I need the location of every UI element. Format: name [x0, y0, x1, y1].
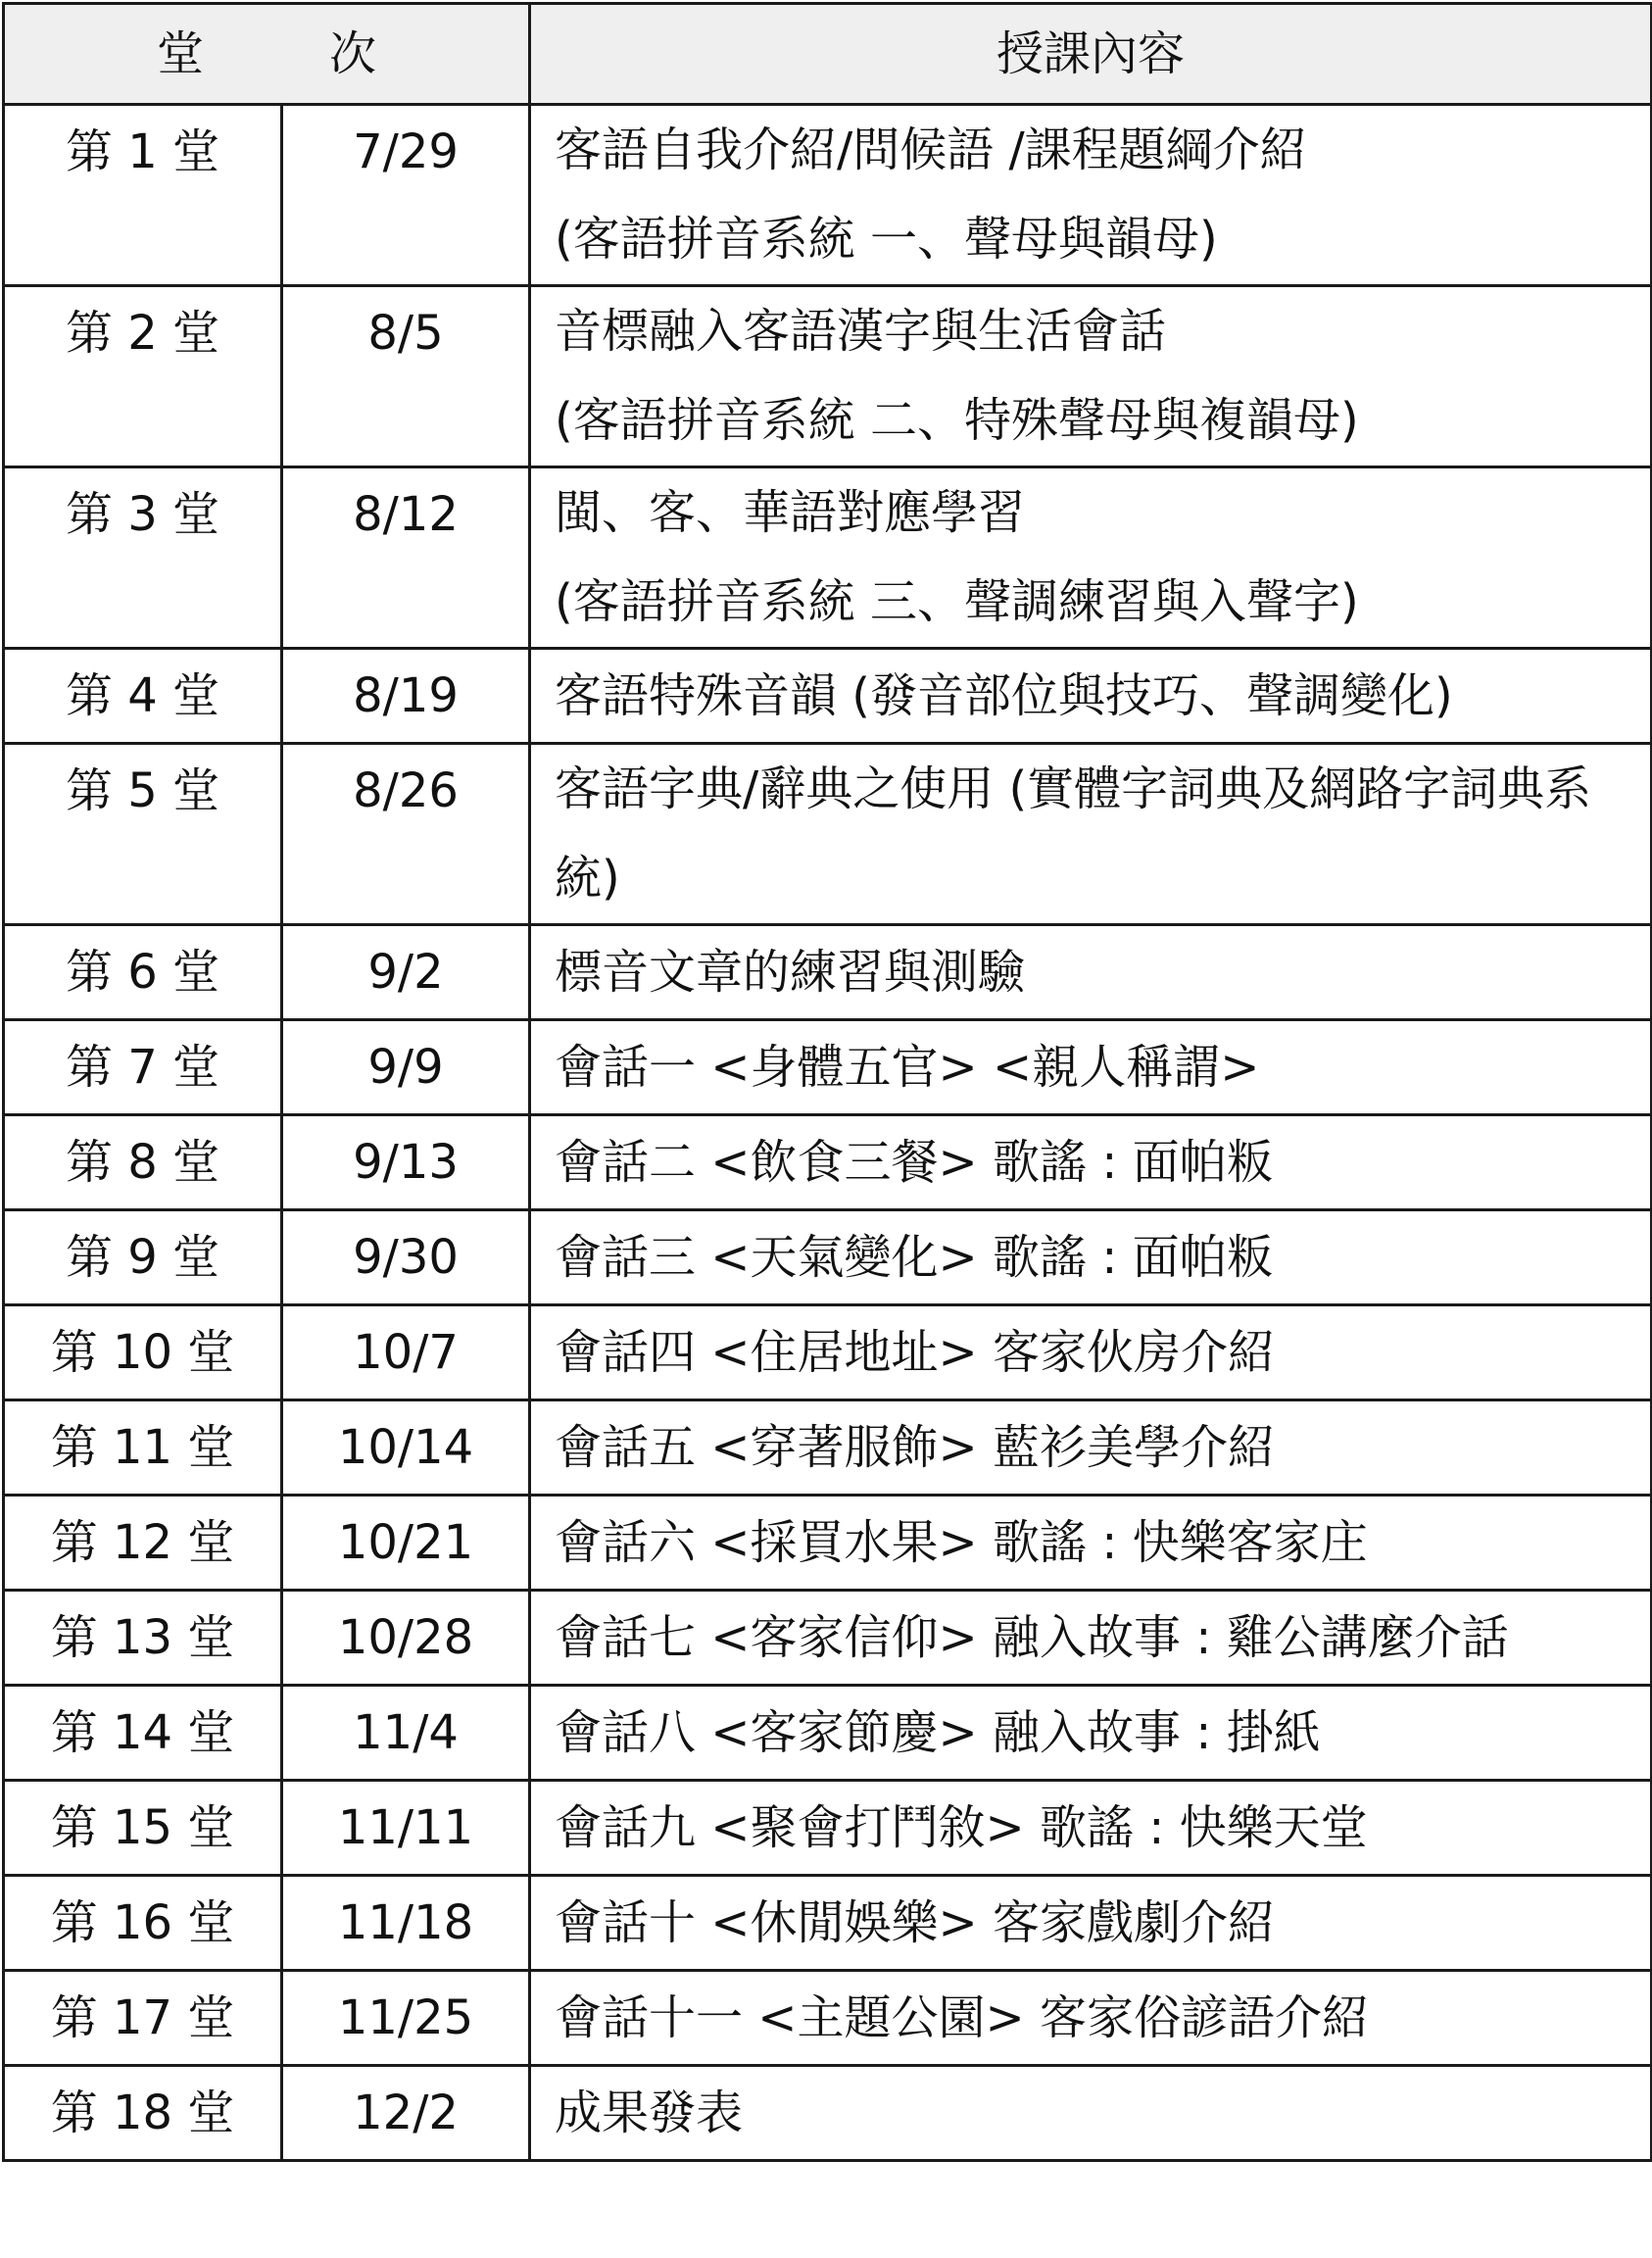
content-line: (客語拼音系統 一、聲母與韻母) [555, 212, 1218, 267]
content-cell [530, 1781, 1652, 1876]
table-row [4, 744, 1652, 925]
date-cell: 11/18 [282, 1876, 530, 1971]
content-cell [530, 1591, 1652, 1686]
table-row [4, 2066, 1652, 2161]
content-cell [530, 744, 1652, 925]
session-cell: 第 1 堂 [4, 105, 282, 286]
table-row [4, 925, 1652, 1020]
content-line: 會話六 <採買水果> 歌謠 : 快樂客家庄 [555, 1515, 1368, 1570]
session-cell: 第 13 堂 [4, 1591, 282, 1686]
content-cell [530, 1115, 1652, 1210]
content-line: 會話二 <飲食三餐> 歌謠 : 面帕粄 [555, 1135, 1274, 1190]
content-cell [530, 2066, 1652, 2161]
date-cell: 8/19 [282, 649, 530, 744]
session-cell: 第 2 堂 [4, 286, 282, 467]
content-line: (客語拼音系統 二、特殊聲母與複韻母) [555, 393, 1359, 448]
content-line: 會話十一 <主題公園> 客家俗諺語介紹 [555, 1990, 1369, 2045]
header-content: 授課內容 [530, 4, 1652, 105]
course-schedule-table [2, 2, 1652, 2162]
table-row [4, 1876, 1652, 1971]
table-row [4, 1496, 1652, 1591]
content-cell [530, 1971, 1652, 2066]
content-cell [530, 1305, 1652, 1400]
date-cell: 10/7 [282, 1305, 530, 1400]
date-cell: 9/9 [282, 1020, 530, 1115]
date-cell: 12/2 [282, 2066, 530, 2161]
table-row [4, 1400, 1652, 1496]
content-line: 會話八 <客家節慶> 融入故事 : 掛紙 [555, 1705, 1321, 1760]
session-cell: 第 5 堂 [4, 744, 282, 925]
content-line: 會話一 <身體五官> <親人稱謂> [555, 1040, 1260, 1095]
content-line: 客語特殊音韻 (發音部位與技巧、聲調變化) [555, 668, 1453, 723]
table-row [4, 1781, 1652, 1876]
content-cell [530, 105, 1652, 286]
date-cell: 11/11 [282, 1781, 530, 1876]
session-cell: 第 11 堂 [4, 1400, 282, 1496]
content-cell [530, 649, 1652, 744]
content-line: 客語自我介紹/問候語 /課程題綱介紹 [555, 123, 1307, 177]
session-cell: 第 9 堂 [4, 1210, 282, 1305]
date-cell: 10/21 [282, 1496, 530, 1591]
table-row [4, 1115, 1652, 1210]
content-line: 標音文章的練習與測驗 [555, 945, 1026, 1000]
table-row [4, 1020, 1652, 1115]
content-line: (客語拼音系統 三、聲調練習與入聲字) [555, 574, 1359, 629]
session-cell: 第 15 堂 [4, 1781, 282, 1876]
schedule-sheet [2, 2, 1650, 2256]
content-cell [530, 1020, 1652, 1115]
session-cell: 第 17 堂 [4, 1971, 282, 2066]
content-cell [530, 1876, 1652, 1971]
date-cell: 8/12 [282, 467, 530, 649]
session-cell: 第 14 堂 [4, 1686, 282, 1781]
content-line: 音標融入客語漢字與生活會話 [555, 304, 1167, 359]
date-cell: 11/4 [282, 1686, 530, 1781]
date-cell: 8/26 [282, 744, 530, 925]
content-cell [530, 1400, 1652, 1496]
session-cell: 第 12 堂 [4, 1496, 282, 1591]
content-line: 會話七 <客家信仰> 融入故事 : 雞公講麼介話 [555, 1610, 1509, 1665]
session-cell: 第 10 堂 [4, 1305, 282, 1400]
content-cell [530, 925, 1652, 1020]
table-row [4, 1210, 1652, 1305]
date-cell: 8/5 [282, 286, 530, 467]
date-cell: 9/13 [282, 1115, 530, 1210]
content-line: 會話五 <穿著服飾> 藍衫美學介紹 [555, 1420, 1275, 1475]
table-row [4, 1971, 1652, 2066]
content-line: 會話四 <住居地址> 客家伙房介紹 [555, 1325, 1275, 1380]
session-cell: 第 6 堂 [4, 925, 282, 1020]
table-row [4, 1591, 1652, 1686]
table-row [4, 286, 1652, 467]
content-cell [530, 467, 1652, 649]
date-cell: 9/30 [282, 1210, 530, 1305]
content-line: 統) [555, 851, 620, 906]
session-cell: 第 16 堂 [4, 1876, 282, 1971]
content-line: 成果發表 [555, 2086, 744, 2140]
header-session: 堂 次 [4, 4, 530, 105]
content-cell [530, 286, 1652, 467]
table-row [4, 1305, 1652, 1400]
session-cell: 第 8 堂 [4, 1115, 282, 1210]
content-cell [530, 1686, 1652, 1781]
date-cell: 10/28 [282, 1591, 530, 1686]
table-row [4, 649, 1652, 744]
content-line: 會話十 <休閒娛樂> 客家戲劇介紹 [555, 1895, 1275, 1950]
session-cell: 第 18 堂 [4, 2066, 282, 2161]
table-row [4, 1686, 1652, 1781]
table-row [4, 467, 1652, 649]
date-cell: 7/29 [282, 105, 530, 286]
date-cell: 10/14 [282, 1400, 530, 1496]
content-line: 會話三 <天氣變化> 歌謠 : 面帕粄 [555, 1230, 1274, 1285]
content-cell [530, 1496, 1652, 1591]
content-line: 客語字典/辭典之使用 (實體字詞典及網路字詞典系 [555, 761, 1592, 816]
table-header-row [4, 4, 1652, 105]
session-cell: 第 7 堂 [4, 1020, 282, 1115]
date-cell: 9/2 [282, 925, 530, 1020]
content-line: 閩、客、華語對應學習 [555, 485, 1026, 540]
content-cell [530, 1210, 1652, 1305]
table-row [4, 105, 1652, 286]
date-cell: 11/25 [282, 1971, 530, 2066]
schedule-body [4, 105, 1652, 2161]
session-cell: 第 4 堂 [4, 649, 282, 744]
content-line: 會話九 <聚會打鬥敘> 歌謠 : 快樂天堂 [555, 1800, 1368, 1855]
session-cell: 第 3 堂 [4, 467, 282, 649]
